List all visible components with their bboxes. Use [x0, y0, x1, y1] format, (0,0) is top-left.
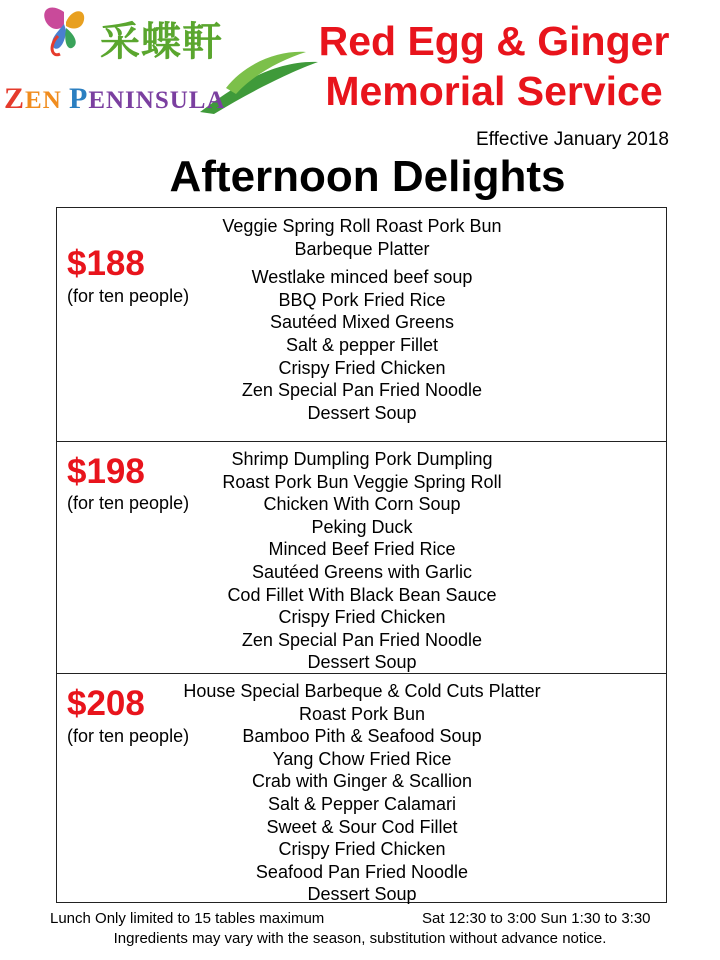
dish-item: Cod Fillet With Black Bean Sauce: [227, 584, 497, 605]
dish-list: [167, 680, 557, 906]
title-line-2: Memorial Service: [325, 68, 663, 114]
dish-item: Sautéed Mixed Greens: [269, 312, 455, 333]
title-line-1: Red Egg & Ginger: [318, 18, 670, 64]
logo-english-name: ZEN PENINSULA: [4, 82, 226, 115]
menu-section-208: [57, 673, 666, 905]
restaurant-logo: [0, 0, 320, 122]
dish-item: Crispy Fried Chicken: [278, 839, 446, 860]
price: $208: [67, 684, 145, 723]
dish-item: Roast Pork Bun Veggie Spring Roll: [222, 471, 502, 492]
people-note: (for ten people): [67, 286, 190, 306]
dish-item: Bamboo Pith & Seafood Soup: [242, 726, 482, 747]
ingredients-note: Ingredients may vary with the season, substitution without advance notice.: [113, 930, 607, 947]
dish-item: Veggie Spring Roll Roast Pork Bun: [222, 216, 502, 236]
dish-item: Yang Chow Fried Rice: [272, 748, 452, 769]
dish-item: Salt & pepper Fillet: [285, 334, 439, 355]
dish-item: Crab with Ginger & Scallion: [251, 771, 473, 792]
service-title: [284, 16, 704, 116]
dish-item: Dessert Soup: [307, 652, 417, 673]
people-note: (for ten people): [67, 493, 190, 513]
dish-item: Seafood Pan Fried Noodle: [255, 861, 469, 882]
price: $188: [67, 244, 145, 283]
dish-item: Zen Special Pan Fried Noodle: [241, 629, 483, 650]
price: $198: [67, 452, 145, 491]
dish-item: House Special Barbeque & Cold Cuts Platter: [183, 681, 541, 701]
menu-box: [56, 207, 667, 903]
dish-item: Barbeque Platter: [294, 238, 430, 259]
effective-date: Effective January 2018: [476, 129, 669, 150]
logo-chinese-name: 采蝶軒: [100, 19, 223, 65]
dish-list: [167, 448, 557, 674]
dish-item: Sweet & Sour Cod Fillet: [266, 816, 458, 837]
dish-item: Dessert Soup: [307, 884, 417, 905]
dish-item: Minced Beef Fried Rice: [268, 539, 456, 560]
dish-item: Sautéed Greens with Garlic: [251, 561, 473, 582]
dish-item: Salt & Pepper Calamari: [267, 793, 457, 814]
dish-item: Westlake minced beef soup: [251, 267, 473, 288]
dish-item: Roast Pork Bun: [298, 703, 426, 724]
people-note: (for ten people): [67, 726, 190, 746]
dish-list: [167, 215, 557, 424]
dish-item: Chicken With Corn Soup: [263, 494, 461, 515]
dish-item: BBQ Pork Fried Rice: [278, 289, 446, 310]
dish-item: Zen Special Pan Fried Noodle: [241, 380, 483, 401]
dish-item: Crispy Fried Chicken: [278, 357, 446, 378]
lunch-limit-note: Lunch Only limited to 15 tables maximum: [50, 910, 325, 927]
menu-heading: Afternoon Delights: [169, 152, 566, 201]
service-hours: Sat 12:30 to 3:00 Sun 1:30 to 3:30: [422, 910, 651, 927]
dish-item: Peking Duck: [311, 516, 413, 537]
menu-section-188: [57, 208, 666, 441]
dish-item: Dessert Soup: [307, 402, 417, 423]
dish-item: Shrimp Dumpling Pork Dumpling: [231, 449, 493, 469]
menu-section-198: [57, 441, 666, 673]
dish-item: Crispy Fried Chicken: [278, 607, 446, 628]
